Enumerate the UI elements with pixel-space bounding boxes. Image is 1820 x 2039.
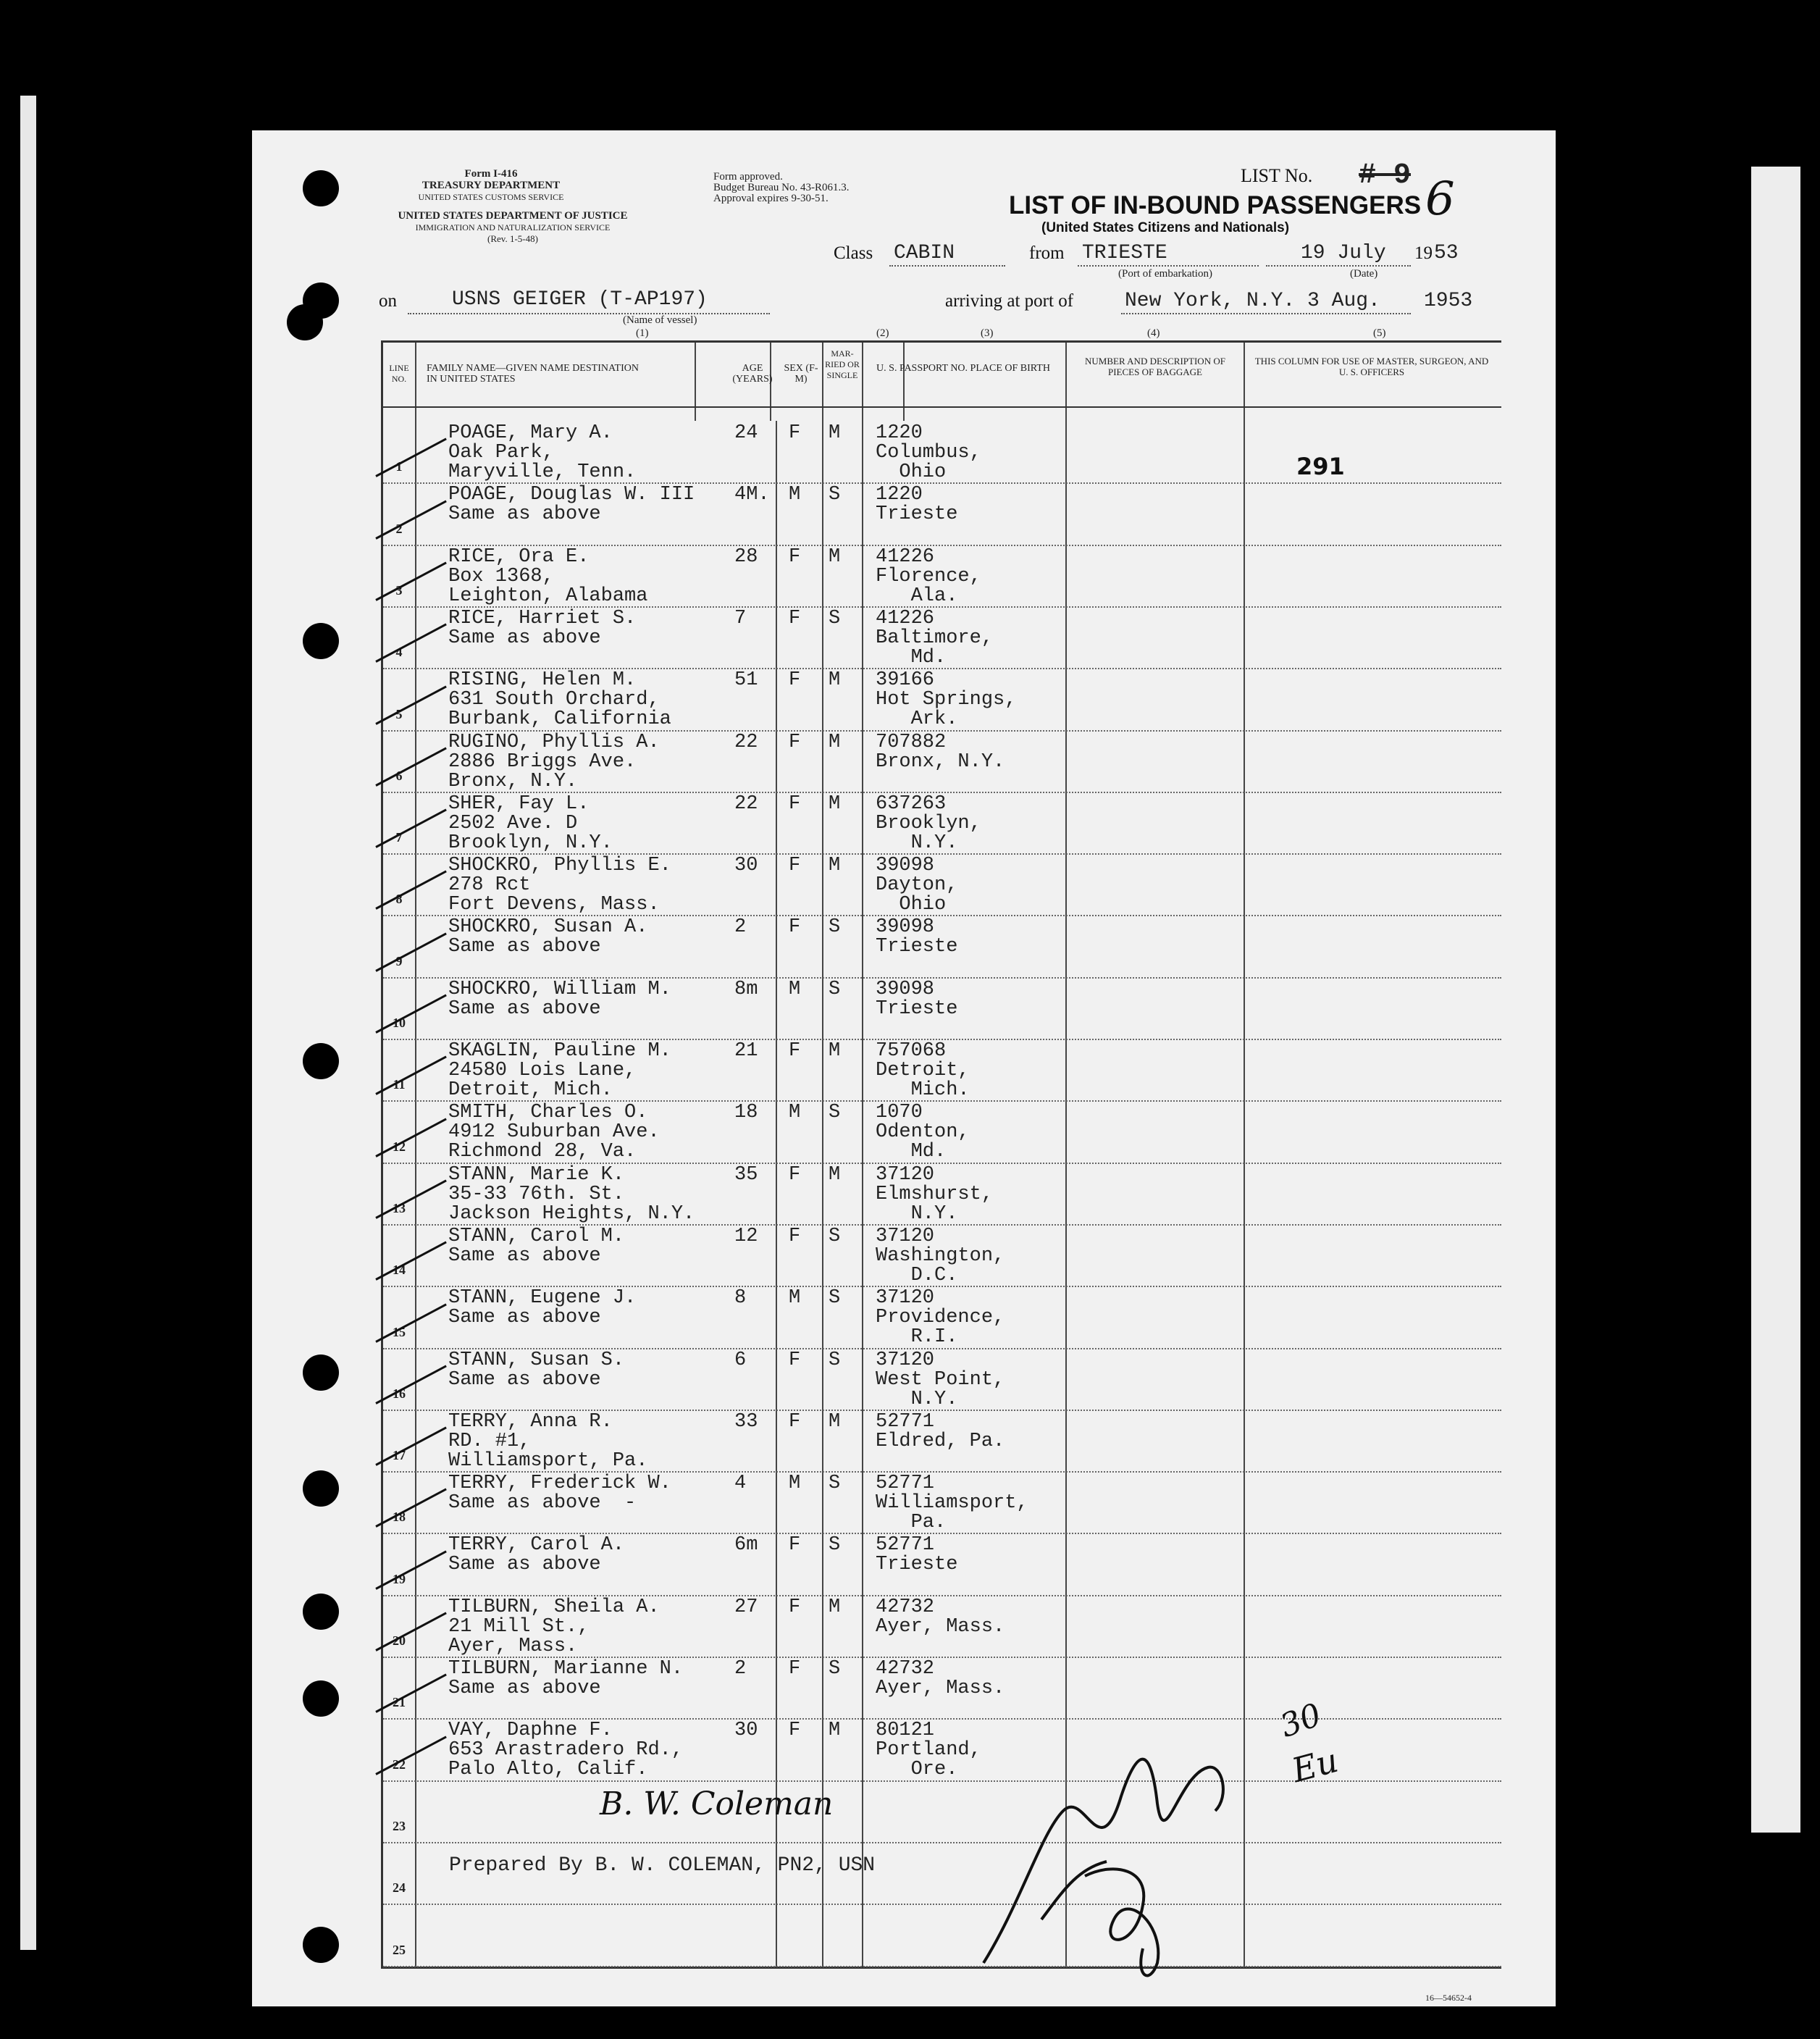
destination-line: 35-33 76th. St.	[448, 1183, 625, 1205]
footer-code: 16—54652-4	[1425, 1993, 1472, 2003]
birthplace-line: Trieste	[876, 1554, 958, 1576]
passenger-age: 24	[734, 422, 758, 444]
header-age: AGE (YEARS)	[732, 363, 773, 385]
birthplace-line: Odenton,	[876, 1121, 970, 1144]
passenger-sex: F	[789, 792, 801, 815]
date-value: 19 July	[1301, 242, 1386, 264]
preparer-signature: B. W. Coleman	[600, 1785, 834, 1822]
destination-line: 2886 Briggs Ave.	[448, 750, 637, 773]
marital-status: S	[829, 1287, 841, 1310]
colnum-1: (1)	[636, 327, 649, 339]
left-film-strip	[20, 96, 36, 1950]
birthplace-line: Trieste	[876, 936, 958, 958]
line-number: 11	[393, 1077, 406, 1092]
passenger-age: 27	[734, 1596, 758, 1618]
side-number: 30	[1275, 1696, 1327, 1746]
marital-status: S	[829, 916, 841, 939]
destination-line: Same as above	[448, 627, 601, 649]
passenger-name: TERRY, Carol A.	[448, 1534, 625, 1557]
birthplace-line: Md.	[876, 646, 947, 669]
passport-number: 1070	[876, 1102, 923, 1124]
passenger-name: SHOCKRO, Susan A.	[448, 916, 648, 939]
destination-line: Oak Park,	[448, 442, 554, 464]
line-number: 16	[393, 1386, 406, 1401]
passport-number: 39098	[876, 855, 935, 877]
destination-line: Same as above -	[448, 1492, 637, 1515]
line-number: 8	[395, 892, 403, 907]
header-passport: U. S. PASSPORT NO. PLACE OF BIRTH	[876, 363, 1050, 374]
passenger-age: 28	[734, 545, 758, 568]
officer-number: 291	[1296, 453, 1345, 480]
destination-line: 631 South Orchard,	[448, 689, 660, 711]
destination-line: Ayer, Mass.	[448, 1635, 578, 1657]
passenger-age: 8m	[734, 978, 758, 1000]
passport-number: 37120	[876, 1163, 935, 1186]
passenger-age: 22	[734, 792, 758, 815]
on-label: on	[379, 291, 397, 311]
officer-signature	[976, 1688, 1280, 1992]
passenger-sex: F	[789, 1596, 801, 1618]
birthplace-line: Dayton,	[876, 874, 958, 897]
line-number: 5	[395, 706, 403, 721]
passport-number: 757068	[876, 1040, 947, 1062]
list-no-label: LIST No.	[1241, 165, 1313, 186]
birthplace-line: N.Y.	[876, 1202, 958, 1225]
destination-line: RD. #1,	[448, 1430, 531, 1452]
line-number: 17	[393, 1448, 406, 1463]
passenger-sex: M	[789, 1287, 801, 1310]
birthplace-line: Detroit,	[876, 1060, 970, 1081]
passenger-sex: F	[789, 731, 801, 753]
passport-number: 41226	[876, 607, 935, 629]
passenger-age: 4M.	[734, 484, 770, 506]
passenger-sex: F	[789, 1410, 801, 1433]
header-line-no: LINE NO.	[389, 363, 409, 384]
birthplace-line: Florence,	[876, 565, 981, 587]
passenger-sex: F	[789, 1225, 801, 1247]
right-film-strip	[1751, 167, 1800, 1833]
marital-status: M	[829, 1163, 841, 1186]
arrival-port: New York, N.Y. 3 Aug.	[1125, 290, 1380, 312]
line-number: 12	[393, 1139, 406, 1154]
destination-line: Williamsport, Pa.	[448, 1449, 648, 1472]
birthplace-line: N.Y.	[876, 1388, 958, 1410]
passenger-age: 7	[734, 607, 747, 629]
passenger-age: 30	[734, 855, 758, 877]
destination-line: Same as above	[448, 1307, 601, 1329]
destination-line: Jackson Heights, N.Y.	[448, 1202, 695, 1225]
line-number: 6	[395, 768, 403, 783]
class-label: Class	[834, 243, 873, 263]
destination-line: Leighton, Alabama	[448, 585, 648, 607]
header-sex: SEX (F-M)	[784, 363, 818, 385]
passenger-name: TERRY, Anna R.	[448, 1410, 613, 1433]
birthplace-line: Ohio	[876, 894, 947, 916]
approval-expires: Approval expires 9-30-51.	[713, 193, 829, 204]
marital-status: M	[829, 669, 841, 692]
passenger-sex: F	[789, 1163, 801, 1186]
birthplace-line: Columbus,	[876, 442, 981, 464]
birthplace-line: Providence,	[876, 1307, 1005, 1329]
marital-status: S	[829, 1473, 841, 1495]
destination-line: Same as above	[448, 1678, 601, 1699]
colnum-3: (3)	[981, 327, 994, 339]
form-number: Form I-416	[464, 168, 518, 180]
passenger-name: STANN, Carol M.	[448, 1225, 625, 1247]
line-number: 2	[395, 521, 403, 536]
birthplace-line: Ala.	[876, 585, 958, 607]
form-approved: Form approved.	[713, 171, 783, 183]
passenger-sex: F	[789, 607, 801, 629]
passenger-name: RUGINO, Phyllis A.	[448, 731, 660, 753]
line-number: 19	[393, 1571, 406, 1586]
punch-hole	[303, 1594, 339, 1630]
passenger-age: 8	[734, 1287, 747, 1310]
marital-status: S	[829, 1225, 841, 1247]
line-number: 20	[393, 1633, 406, 1648]
birthplace-line: D.C.	[876, 1264, 958, 1286]
list-no-struck: # 9	[1359, 159, 1412, 192]
birthplace-line: Washington,	[876, 1244, 1005, 1267]
punch-hole	[303, 1043, 339, 1079]
destination-line: Burbank, California	[448, 708, 671, 731]
passenger-name: RICE, Harriet S.	[448, 607, 637, 629]
vessel-caption: (Name of vessel)	[623, 314, 697, 326]
passenger-name: SKAGLIN, Pauline M.	[448, 1040, 671, 1062]
marital-status: S	[829, 978, 841, 1000]
passenger-sex: F	[789, 916, 801, 939]
destination-line: 4912 Suburban Ave.	[448, 1121, 660, 1144]
colnum-2: (2)	[876, 327, 889, 339]
year-prefix: 19	[1414, 243, 1433, 263]
passenger-name: SHOCKRO, William M.	[448, 978, 671, 1000]
birthplace-line: West Point,	[876, 1368, 1005, 1391]
list-subtitle: (United States Citizens and Nationals)	[1041, 220, 1290, 235]
line-number: 13	[393, 1200, 406, 1215]
destination-line: Fort Devens, Mass.	[448, 894, 660, 916]
punch-hole	[303, 623, 339, 659]
birthplace-line: R.I.	[876, 1326, 958, 1349]
marital-status: S	[829, 1658, 841, 1680]
passport-number: 80121	[876, 1720, 935, 1742]
birthplace-line: N.Y.	[876, 832, 958, 854]
side-initials: Eu	[1288, 1740, 1343, 1791]
passenger-name: RICE, Ora E.	[448, 545, 590, 568]
passenger-sex: F	[789, 855, 801, 877]
passenger-sex: M	[789, 1102, 801, 1124]
colnum-5: (5)	[1373, 327, 1386, 339]
punch-hole	[303, 1680, 339, 1717]
destination-line: Richmond 28, Va.	[448, 1141, 637, 1163]
passenger-age: 22	[734, 731, 758, 753]
colnum-4: (4)	[1147, 327, 1160, 339]
marital-status: M	[829, 1596, 841, 1618]
destination-line: Bronx, N.Y.	[448, 770, 578, 792]
prepared-by: Prepared By B. W. COLEMAN, PN2, USN	[449, 1854, 876, 1877]
line-number: 22	[393, 1757, 406, 1772]
marital-status: M	[829, 855, 841, 877]
row-divider	[383, 1966, 1501, 1967]
arriving-label: arriving at port of	[945, 291, 1074, 311]
marital-status: M	[829, 545, 841, 568]
row-divider	[383, 1842, 1501, 1843]
birthplace-line: Ohio	[876, 461, 947, 483]
birthplace-line: Eldred, Pa.	[876, 1430, 1005, 1452]
ins-label: IMMIGRATION AND NATURALIZATION SERVICE	[415, 222, 611, 233]
birthplace-line: Pa.	[876, 1512, 947, 1534]
passenger-sex: F	[789, 1720, 801, 1742]
passenger-sex: F	[789, 1534, 801, 1557]
birthplace-line: Brooklyn,	[876, 812, 981, 834]
birthplace-line: Hot Springs,	[876, 689, 1017, 711]
line-number: 4	[395, 645, 403, 660]
marital-status: M	[829, 792, 841, 815]
line-number: 9	[395, 953, 403, 968]
punch-hole	[303, 1470, 339, 1507]
passenger-name: TERRY, Frederick W.	[448, 1473, 671, 1495]
budget-bureau: Budget Bureau No. 43-R061.3.	[713, 182, 850, 193]
passenger-name: STANN, Susan S.	[448, 1349, 625, 1371]
row-divider	[383, 1904, 1501, 1905]
line-number: 23	[393, 1818, 406, 1833]
passenger-name: STANN, Marie K.	[448, 1163, 625, 1186]
header-officers: THIS COLUMN FOR USE OF MASTER, SURGEON, AND U. S. OFFICERS	[1254, 356, 1489, 377]
punch-hole	[303, 1355, 339, 1391]
year-value: 53	[1434, 242, 1459, 264]
passport-number: 37120	[876, 1349, 935, 1371]
passport-number: 1220	[876, 422, 923, 444]
marital-status: S	[829, 1102, 841, 1124]
destination-line: 278 Rct	[448, 874, 531, 897]
destination-line: 2502 Ave. D	[448, 812, 578, 834]
passenger-sex: F	[789, 1349, 801, 1371]
destination-line: Same as above	[448, 503, 601, 526]
line-number: 7	[395, 830, 403, 845]
passport-number: 707882	[876, 731, 947, 753]
passport-number: 637263	[876, 792, 947, 815]
line-number: 21	[393, 1695, 406, 1710]
passenger-name: SHER, Fay L.	[448, 792, 590, 815]
passenger-name: SMITH, Charles O.	[448, 1102, 648, 1124]
destination-line: Palo Alto, Calif.	[448, 1759, 648, 1781]
passenger-name: STANN, Eugene J.	[448, 1287, 637, 1310]
passenger-age: 6	[734, 1349, 747, 1371]
birthplace-line: Md.	[876, 1141, 947, 1163]
passport-number: 42732	[876, 1658, 935, 1680]
passenger-age: 30	[734, 1720, 758, 1742]
passport-number: 52771	[876, 1473, 935, 1495]
destination-line: 21 Mill St.,	[448, 1615, 590, 1638]
passenger-name: RISING, Helen M.	[448, 669, 637, 692]
line-number: 3	[395, 582, 403, 598]
destination-line: Same as above	[448, 1368, 601, 1391]
passenger-sex: F	[789, 669, 801, 692]
marital-status: M	[829, 1040, 841, 1062]
arrival-year: 1953	[1424, 290, 1473, 312]
birthplace-line: Bronx, N.Y.	[876, 750, 1005, 773]
passport-number: 39098	[876, 916, 935, 939]
port-caption: (Port of embarkation)	[1118, 268, 1212, 280]
rev-label: (Rev. 1-5-48)	[487, 233, 538, 244]
birthplace-line: Trieste	[876, 997, 958, 1020]
destination-line: 24580 Lois Lane,	[448, 1060, 637, 1081]
passenger-age: 6m	[734, 1534, 758, 1557]
passport-number: 41226	[876, 545, 935, 568]
marital-status: S	[829, 607, 841, 629]
vessel-name: USNS GEIGER (T-AP197)	[452, 288, 708, 311]
passenger-age: 2	[734, 916, 747, 939]
passenger-age: 51	[734, 669, 758, 692]
class-value: CABIN	[894, 242, 955, 264]
passenger-age: 21	[734, 1040, 758, 1062]
list-title: LIST OF IN-BOUND PASSENGERS	[1009, 191, 1422, 219]
list-no-handwritten: 6	[1425, 172, 1455, 226]
passenger-name: TILBURN, Marianne N.	[448, 1658, 684, 1680]
birthplace-line: Baltimore,	[876, 627, 994, 649]
destination-line: Box 1368,	[448, 565, 554, 587]
destination-line: Maryville, Tenn.	[448, 461, 637, 483]
birthplace-line: Ayer, Mass.	[876, 1615, 1005, 1638]
header-name: FAMILY NAME—GIVEN NAME DESTINATION IN UNITED STATES	[427, 363, 639, 385]
passenger-table	[381, 340, 1501, 1969]
passenger-sex: F	[789, 545, 801, 568]
passenger-age: 2	[734, 1658, 747, 1680]
line-number: 1	[395, 459, 403, 474]
marital-status: M	[829, 1410, 841, 1433]
birthplace-line: Trieste	[876, 503, 958, 526]
passport-number: 39166	[876, 669, 935, 692]
destination-line: Same as above	[448, 1244, 601, 1267]
punch-hole	[287, 304, 323, 340]
passport-number: 37120	[876, 1287, 935, 1310]
marital-status: M	[829, 422, 841, 444]
destination-line: Brooklyn, N.Y.	[448, 832, 613, 854]
marital-status: S	[829, 1349, 841, 1371]
passenger-age: 35	[734, 1163, 758, 1186]
passenger-sex: M	[789, 484, 801, 506]
customs-label: UNITED STATES CUSTOMS SERVICE	[418, 192, 564, 202]
punch-hole	[303, 170, 339, 206]
date-caption: (Date)	[1350, 268, 1378, 280]
destination-line: Detroit, Mich.	[448, 1079, 613, 1101]
destination-line: 653 Arastradero Rd.,	[448, 1739, 684, 1762]
line-number: 15	[393, 1324, 406, 1339]
passenger-name: POAGE, Mary A.	[448, 422, 613, 444]
passenger-sex: F	[789, 422, 801, 444]
marital-status: S	[829, 484, 841, 506]
birthplace-line: Portland,	[876, 1739, 981, 1762]
passenger-age: 18	[734, 1102, 758, 1124]
passenger-sex: M	[789, 1473, 801, 1495]
passport-number: 39098	[876, 978, 935, 1000]
birthplace-line: Ark.	[876, 708, 958, 731]
birthplace-line: Mich.	[876, 1079, 970, 1101]
birthplace-line: Williamsport,	[876, 1492, 1028, 1515]
passport-number: 42732	[876, 1596, 935, 1618]
line-number: 24	[393, 1880, 406, 1896]
header-married: MAR-RIED OR SINGLE	[825, 348, 860, 380]
from-label: from	[1029, 243, 1065, 263]
destination-line: Same as above	[448, 1554, 601, 1576]
passenger-age: 12	[734, 1225, 758, 1247]
marital-status: S	[829, 1534, 841, 1557]
passport-number: 52771	[876, 1534, 935, 1557]
destination-line: Same as above	[448, 936, 601, 958]
birthplace-line: Ayer, Mass.	[876, 1678, 1005, 1699]
line-number: 25	[393, 1942, 406, 1957]
marital-status: M	[829, 1720, 841, 1742]
treasury-label: TREASURY DEPARTMENT	[422, 180, 561, 191]
passenger-sex: F	[789, 1658, 801, 1680]
passport-number: 52771	[876, 1410, 935, 1433]
punch-hole	[303, 1927, 339, 1963]
passenger-name: SHOCKRO, Phyllis E.	[448, 855, 671, 877]
birthplace-line: Ore.	[876, 1759, 958, 1781]
passport-number: 37120	[876, 1225, 935, 1247]
line-number: 18	[393, 1510, 406, 1525]
line-number: 10	[393, 1016, 406, 1030]
manifest-page	[252, 130, 1556, 2006]
passenger-age: 4	[734, 1473, 747, 1495]
passenger-name: VAY, Daphne F.	[448, 1720, 613, 1742]
passenger-name: POAGE, Douglas W. III	[448, 484, 695, 506]
passenger-name: TILBURN, Sheila A.	[448, 1596, 660, 1618]
passport-number: 1220	[876, 484, 923, 506]
line-number: 14	[393, 1263, 406, 1278]
birthplace-line: Elmshurst,	[876, 1183, 994, 1205]
destination-line: Same as above	[448, 997, 601, 1020]
passenger-age: 33	[734, 1410, 758, 1433]
header-baggage: NUMBER AND DESCRIPTION OF PIECES OF BAGGAGE	[1085, 356, 1225, 377]
marital-status: M	[829, 731, 841, 753]
passenger-sex: F	[789, 1040, 801, 1062]
from-value: TRIESTE	[1082, 242, 1167, 264]
passenger-sex: M	[789, 978, 801, 1000]
justice-label: UNITED STATES DEPARTMENT OF JUSTICE	[398, 210, 628, 222]
